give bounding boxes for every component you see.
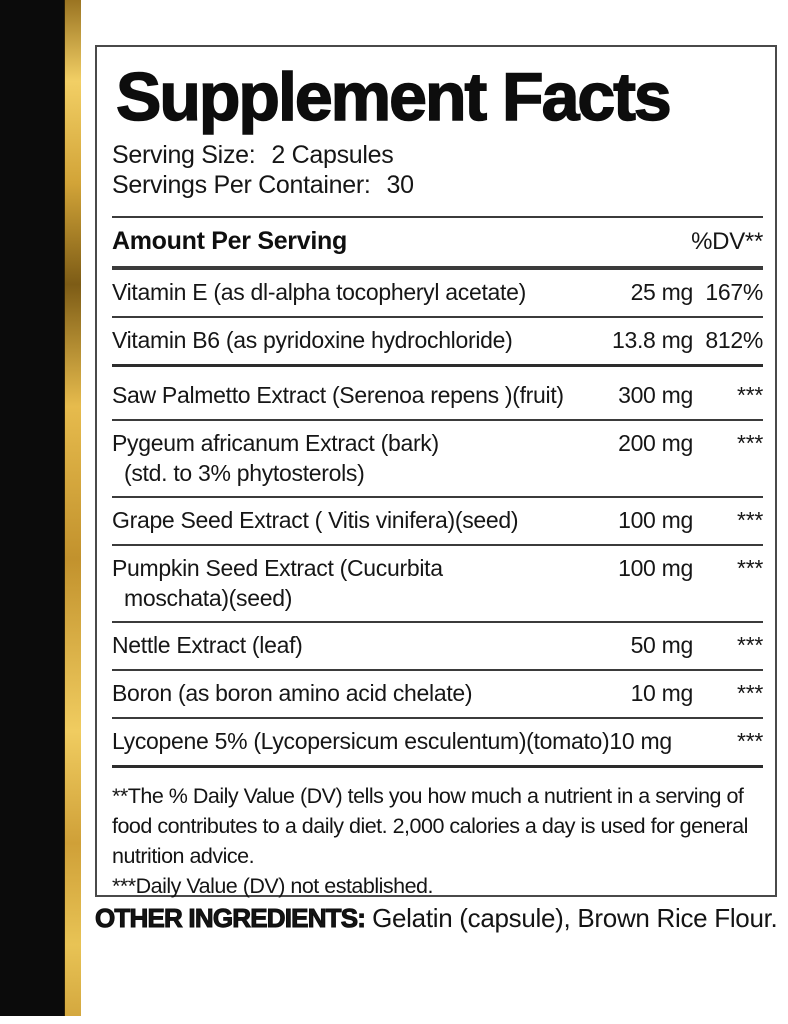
- row-amount: 10 mg: [630, 680, 693, 707]
- row-amount: 100 mg: [618, 507, 693, 534]
- other-ingredients-row: [95, 902, 785, 934]
- row-name: Saw Palmetto Extract (Serenoa repens )(fruit): [112, 382, 564, 409]
- other-ingredients-value: Gelatin (capsule), Brown Rice Flour.: [365, 903, 778, 933]
- row-subname: moschata)(seed): [124, 585, 293, 612]
- table-row-lycopene: [112, 717, 763, 765]
- table-row-pygeum: [112, 419, 763, 496]
- serving-size-value: 2 Capsules: [271, 141, 394, 170]
- table-row-vitamin-b6: [112, 316, 763, 364]
- row-amount: 10 mg: [609, 728, 672, 755]
- amount-header-row: [112, 216, 763, 268]
- row-name: Lycopene 5% (Lycopersicum esculentum)(tomato): [112, 728, 610, 755]
- row-dv: ***: [737, 632, 763, 659]
- serving-size-row: [112, 140, 763, 170]
- left-black-bar: [0, 0, 64, 1016]
- gold-accent-stripe: [64, 0, 81, 1016]
- row-amount: 50 mg: [630, 632, 693, 659]
- table-row-nettle: [112, 621, 763, 669]
- table-row-pumpkin-seed: [112, 544, 763, 621]
- row-dv: ***: [737, 382, 763, 409]
- servings-per-container-value: 30: [386, 171, 414, 200]
- serving-size-label: Serving Size:: [112, 141, 256, 170]
- dv-header-label: %DV**: [691, 228, 763, 256]
- row-amount: 200 mg: [618, 430, 693, 457]
- row-name: Pumpkin Seed Extract (Cucurbita: [112, 555, 443, 582]
- row-name: Pygeum africanum Extract (bark): [112, 430, 439, 457]
- table-row-boron: [112, 669, 763, 717]
- footnote-dv-explanation: **The % Daily Value (DV) tells you how much a nutrient in a serving of food contributes to a daily diet. 2,000 calories a day is used for general nutrition advice.: [112, 784, 748, 869]
- row-dv: 812%: [705, 327, 763, 354]
- panel-title: Supplement Facts: [116, 59, 670, 135]
- row-dv: 167%: [705, 279, 763, 306]
- footnote-dv-not-established: ***Daily Value (DV) not established.: [112, 874, 433, 899]
- amount-per-serving-label: Amount Per Serving: [112, 227, 347, 256]
- row-dv: ***: [737, 507, 763, 534]
- row-amount: 25 mg: [630, 279, 693, 306]
- row-amount: 100 mg: [618, 555, 693, 582]
- row-name: Vitamin B6 (as pyridoxine hydrochloride): [112, 327, 513, 354]
- row-amount: 13.8 mg: [611, 327, 693, 354]
- row-name: Vitamin E (as dl-alpha tocopheryl acetate): [112, 279, 526, 306]
- other-ingredients-label: OTHER INGREDIENTS:: [95, 903, 366, 933]
- row-dv: ***: [737, 555, 763, 582]
- row-name: Nettle Extract (leaf): [112, 632, 303, 659]
- supplement-facts-panel: [95, 45, 777, 897]
- table-row-saw-palmetto: [112, 364, 763, 419]
- row-name: Grape Seed Extract ( Vitis vinifera)(seed): [112, 507, 519, 534]
- servings-per-container-row: [112, 170, 763, 200]
- table-row-vitamin-e: [112, 268, 763, 316]
- row-name: Boron (as boron amino acid chelate): [112, 680, 473, 707]
- row-amount: 300 mg: [618, 382, 693, 409]
- row-dv: ***: [737, 680, 763, 707]
- footnotes: [112, 765, 763, 909]
- table-row-grape-seed: [112, 496, 763, 544]
- row-subname: (std. to 3% phytosterols): [124, 460, 365, 487]
- servings-per-container-label: Servings Per Container:: [112, 171, 371, 200]
- row-dv: ***: [737, 728, 763, 755]
- row-dv: ***: [737, 430, 763, 457]
